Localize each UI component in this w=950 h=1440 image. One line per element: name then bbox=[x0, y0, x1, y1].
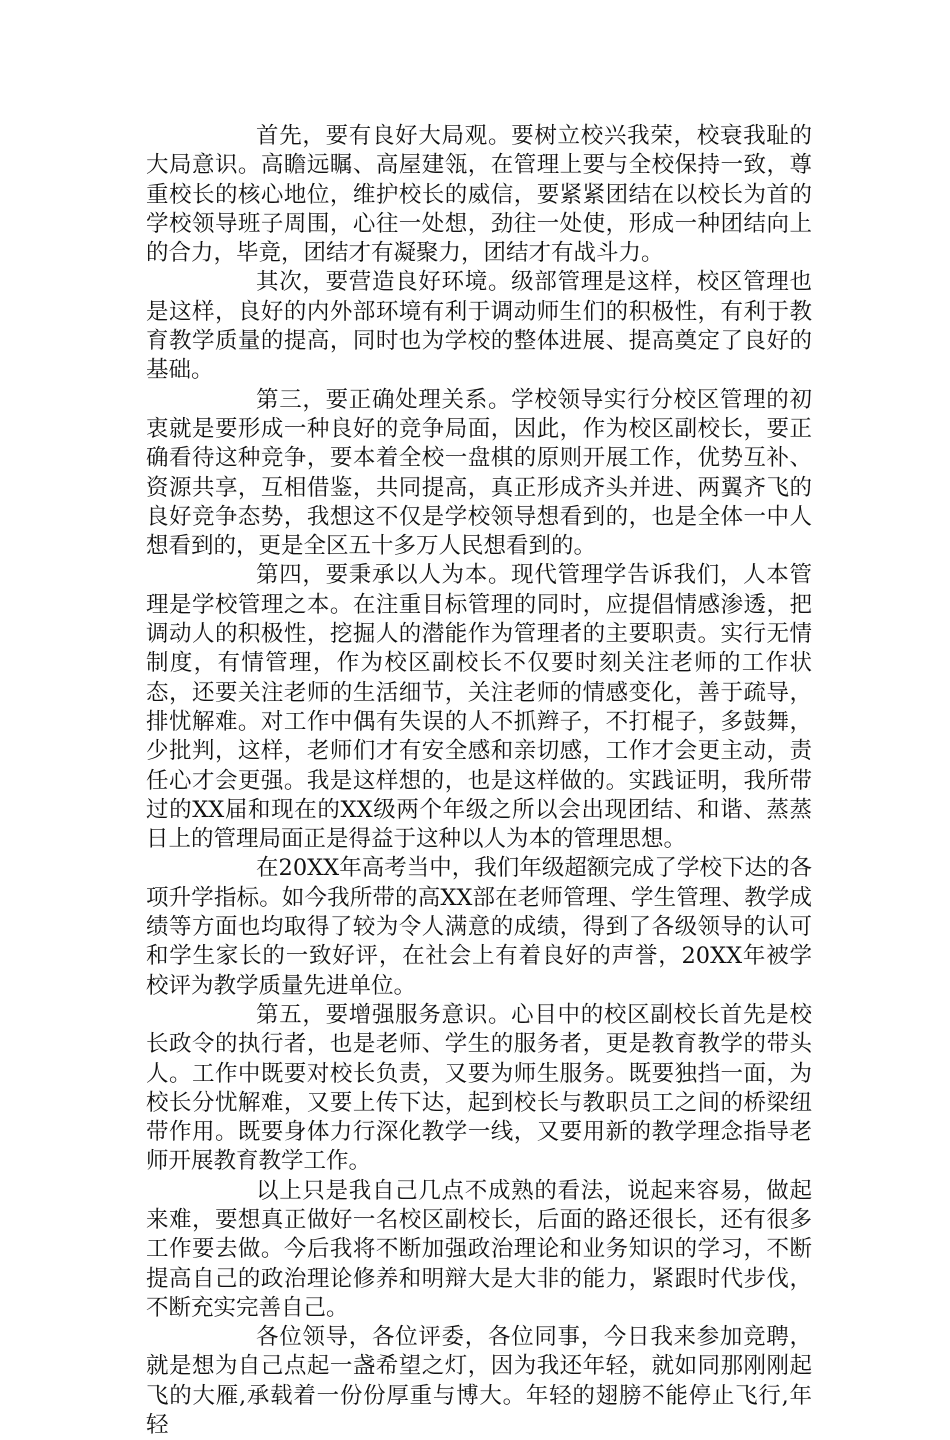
document-page bbox=[146, 122, 812, 1440]
paragraph-people-oriented: 第四，要秉承以人为本。现代管理学告诉我们，人本管理是学校管理之本。在注重目标管理的同时，应提倡情感渗透，把调动人的积极性，挖掘人的潜能作为管理者的主要职责。实行无情制度，有情管理，作为校区副校长不仅要时刻关注老师的工作状态，还要关注老师的生活细节，关注老师的情感变化，善于疏导，排忧解难。对工作中偶有失误的人不抓辫子，不打棍子，多鼓舞，少批判，这样，老师们才有安全感和亲切感，工作才会更主动，责任心才会更强。我是这样想的，也是这样做的。实践证明，我所带过的XX届和现在的XX级两个年级之所以会出现团结、和谐、蒸蒸日上的管理局面正是得益于这种以人为本的管理思想。 bbox=[146, 562, 812, 853]
paragraph-closing: 各位领导，各位评委，各位同事，今日我来参加竞聘，就是想为自己点起一盏希望之灯，因为我还年轻，就如同那刚刚起飞的大雁,承载着一份份厚重与博大。年轻的翅膀不能停止飞行,年轻 bbox=[146, 1324, 812, 1439]
paragraph-exam-results: 在20XX年高考当中，我们年级超额完成了学校下达的各项升学指标。如今我所带的高XX部在老师管理、学生管理、教学成绩等方面也均取得了较为令人满意的成绩，得到了各级领导的认可和学生家长的一致好评，在社会上有着良好的声誉，20XX年被学校评为教学质量先进单位。 bbox=[146, 855, 812, 999]
paragraph-service-awareness: 第五，要增强服务意识。心目中的校区副校长首先是校长政令的执行者，也是老师、学生的服务者，更是教育教学的带头人。工作中既要对校长负责，又要为师生服务。既要独挡一面，为校长分忧解难，又要上传下达，起到校长与教职员工之间的桥梁纽带作用。既要身体力行深化教学一线，又要用新的教学理念指导老师开展教育教学工作。 bbox=[146, 1001, 812, 1175]
paragraph-overall-view: 首先，要有良好大局观。要树立校兴我荣，校衰我耻的大局意识。高瞻远瞩、高屋建瓴，在管理上要与全校保持一致，尊重校长的核心地位，维护校长的威信，要紧紧团结在以校长为首的学校领导班子周围，心往一处想，劲往一处使，形成一种团结向上的合力，毕竟，团结才有凝聚力，团结才有战斗力。 bbox=[146, 123, 812, 267]
paragraph-relationships: 第三，要正确处理关系。学校领导实行分校区管理的初衷就是要形成一种良好的竞争局面，因此，作为校区副校长，要正确看待这种竞争，要本着全校一盘棋的原则开展工作，优势互补、资源共享，互相借鉴，共同提高，真正形成齐头并进、两翼齐飞的良好竞争态势，我想这不仅是学校领导想看到的，也是全体一中人想看到的，更是全区五十多万人民想看到的。 bbox=[146, 386, 812, 560]
paragraph-environment: 其次，要营造良好环境。级部管理是这样，校区管理也是这样，良好的内外部环境有利于调动师生们的积极性，有利于教育教学质量的提高，同时也为学校的整体进展、提高奠定了良好的基础。 bbox=[146, 269, 812, 384]
paragraph-self-reflection: 以上只是我自己几点不成熟的看法，说起来容易，做起来难，要想真正做好一名校区副校长，后面的路还很长，还有很多工作要去做。今后我将不断加强政治理论和业务知识的学习，不断提高自己的政治理论修养和明辩大是大非的能力，紧跟时代步伐，不断充实完善自己。 bbox=[146, 1177, 812, 1321]
